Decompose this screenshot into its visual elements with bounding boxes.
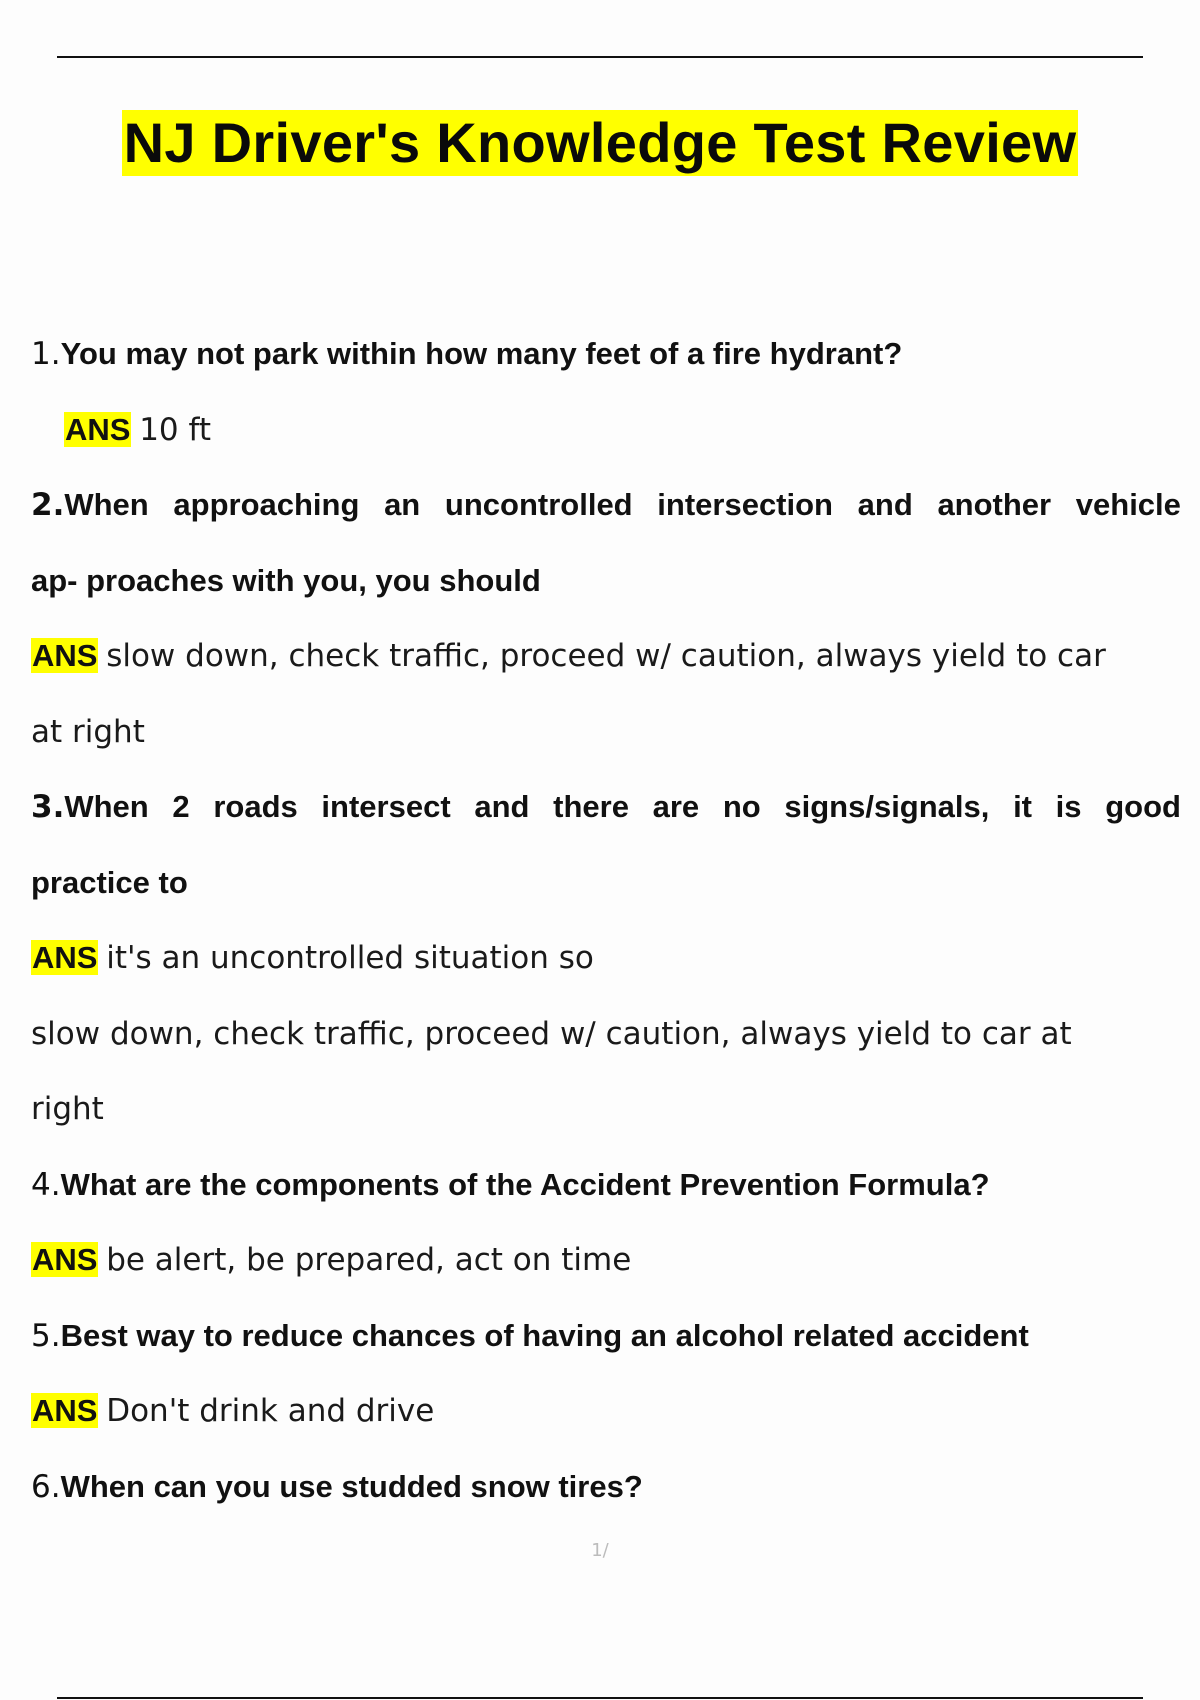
answer-text: right xyxy=(31,1091,104,1127)
answer-text: it's an uncontrolled situation so xyxy=(106,940,594,976)
question-text: Best way to reduce chances of having an alcohol related accident xyxy=(60,1317,1029,1353)
question-word: vehicle xyxy=(1075,487,1181,522)
question-number: 5. xyxy=(31,1317,61,1354)
question-word: no xyxy=(722,789,761,824)
title-container xyxy=(0,110,1200,176)
answer-text: Don't drink and drive xyxy=(106,1393,435,1429)
question-3-line-2 xyxy=(31,851,1181,927)
answer-2-line-2 xyxy=(31,700,1181,776)
answer-label: ANS xyxy=(65,411,131,447)
question-word: and xyxy=(857,487,913,522)
question-word: intersection xyxy=(657,487,833,522)
page-number: 1/ xyxy=(591,1540,609,1561)
question-word: signs/signals, xyxy=(784,789,990,824)
question-word: there xyxy=(553,789,629,824)
answer-label: ANS xyxy=(32,1242,98,1277)
question-word: are xyxy=(652,789,700,824)
question-text: What are the components of the Accident Prevention Formula? xyxy=(60,1166,990,1202)
answer-1 xyxy=(31,398,1181,474)
document-title: NJ Driver's Knowledge Test Review xyxy=(123,111,1077,174)
question-4 xyxy=(31,1153,1181,1229)
answer-label: ANS xyxy=(32,1393,98,1428)
answer-text: at right xyxy=(31,713,145,750)
answer-3-line-2 xyxy=(31,1002,1181,1078)
question-3-line-1 xyxy=(31,775,1181,851)
answer-label: ANS xyxy=(32,940,98,975)
question-number: 3. xyxy=(31,789,65,825)
question-word: When xyxy=(64,789,149,824)
question-word: another xyxy=(937,487,1052,522)
question-text: When can you use studded snow tires? xyxy=(60,1468,643,1504)
question-1 xyxy=(31,322,1181,398)
question-word: good xyxy=(1105,789,1181,824)
answer-label: ANS xyxy=(32,638,98,673)
question-word: uncontrolled xyxy=(444,487,633,522)
question-number: 6. xyxy=(31,1468,61,1505)
question-text: practice to xyxy=(31,864,188,900)
question-5 xyxy=(31,1304,1181,1380)
qa-list xyxy=(31,322,1181,1530)
answer-2-line-1 xyxy=(31,624,1181,700)
question-word: 2 xyxy=(172,789,190,824)
question-number: 4. xyxy=(31,1166,61,1203)
question-number: 1. xyxy=(31,336,61,372)
question-word: approaching xyxy=(173,487,360,522)
answer-text: slow down, check traffic, proceed w/ caution, always yield to car at xyxy=(31,1015,1072,1052)
question-word: is xyxy=(1055,789,1082,824)
question-text: ap- proaches with you, you should xyxy=(31,562,541,598)
bottom-divider xyxy=(57,1697,1143,1699)
question-word: roads xyxy=(213,789,298,824)
answer-3-line-3 xyxy=(31,1077,1181,1153)
question-word: and xyxy=(474,789,530,824)
question-word: intersect xyxy=(321,789,451,824)
answer-text: 10 ft xyxy=(139,411,212,448)
top-divider xyxy=(57,56,1143,58)
question-word: When xyxy=(64,487,149,522)
question-6 xyxy=(31,1455,1181,1531)
question-text: You may not park within how many feet of a fire hydrant? xyxy=(60,336,903,371)
answer-text: slow down, check traffic, proceed w/ caution, always yield to car xyxy=(106,638,1106,674)
question-word: it xyxy=(1013,789,1032,824)
question-2-line-1 xyxy=(31,473,1181,549)
question-2-line-2 xyxy=(31,549,1181,625)
question-word: an xyxy=(384,487,421,522)
answer-text: be alert, be prepared, act on time xyxy=(106,1242,632,1278)
answer-4 xyxy=(31,1228,1181,1304)
question-number: 2. xyxy=(31,487,65,523)
answer-5 xyxy=(31,1379,1181,1455)
answer-3-line-1 xyxy=(31,926,1181,1002)
